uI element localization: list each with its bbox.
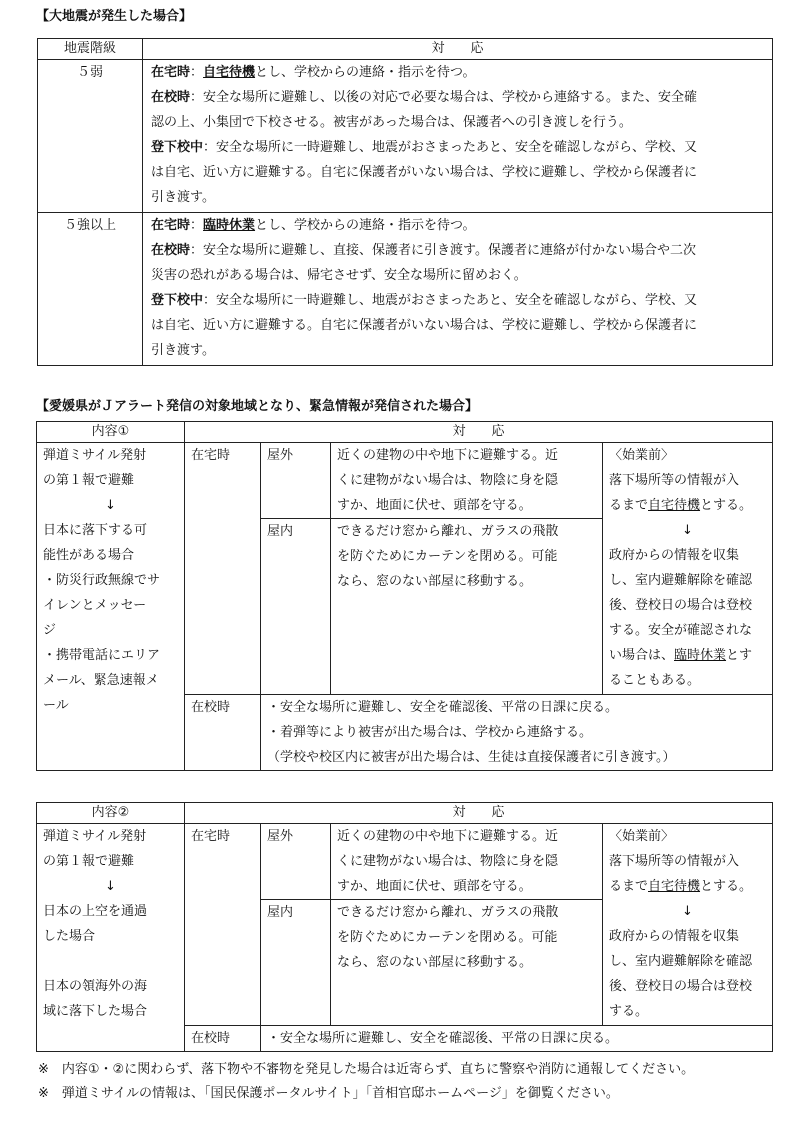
- response-line: くに建物がない場合は、物陰に身を隠: [337, 473, 559, 488]
- jalert-section-title: 【愛媛県がＪアラート発信の対象地域となり、緊急情報が発信された場合】: [36, 399, 479, 414]
- indoor-label: 屋内: [261, 900, 331, 1026]
- before-school-label: 〈始業前〉: [609, 448, 675, 463]
- content-line: 域に落下した場合: [43, 1004, 148, 1019]
- content-line: ジ: [43, 623, 57, 638]
- commute-line: 引き渡す。: [151, 190, 215, 205]
- content-line: 弾道ミサイル発射: [43, 829, 147, 844]
- content-line: 日本の領海外の海: [43, 979, 148, 994]
- commute-line: ：安全な場所に一時避難し、地震がおさまったあと、安全を確認しながら、学校、又: [203, 293, 698, 308]
- content-line: した場合: [43, 929, 96, 944]
- header-response: 対 応: [143, 39, 773, 60]
- response-line: なら、窓のない部屋に移動する。: [337, 574, 533, 589]
- school-label: 在校時: [151, 90, 191, 105]
- content-line: ール: [43, 698, 69, 713]
- header-response: 対 応: [185, 422, 773, 443]
- temporary-closure-text: 臨時休業: [674, 648, 727, 663]
- response-text: とする。: [700, 498, 753, 513]
- response-line: できるだけ窓から離れ、ガラスの飛散: [337, 524, 559, 539]
- response-line: 落下場所等の情報が入: [609, 473, 740, 488]
- home-label: 在宅時: [185, 824, 261, 1026]
- indoor-response: [331, 900, 603, 1026]
- school-label: 在校時: [185, 695, 261, 771]
- response-line: なら、窓のない部屋に移動する。: [337, 955, 533, 970]
- response-line: し、室内避難解除を確認: [609, 954, 753, 969]
- commute-label: 登下校中: [151, 293, 204, 308]
- commute-line: は自宅、近い方に避難する。自宅に保護者がいない場合は、学校に避難し、学校から保護者に: [151, 318, 698, 333]
- response-line: くに建物がない場合は、物陰に身を隠: [337, 854, 559, 869]
- commute-line: ：安全な場所に一時避難し、地震がおさまったあと、安全を確認しながら、学校、又: [203, 140, 698, 155]
- content-line: イレンとメッセー: [43, 598, 147, 613]
- response-line: 政府からの情報を収集: [609, 929, 740, 944]
- response-line: 落下場所等の情報が入: [609, 854, 740, 869]
- response-line: 後、登校日の場合は登校: [609, 598, 753, 613]
- indoor-response: [331, 519, 603, 695]
- level-cell: ５弱: [38, 60, 143, 213]
- earthquake-header-row: [38, 39, 773, 60]
- before-school-cell: [603, 443, 773, 695]
- response-line: 後、登校日の場合は登校: [609, 979, 753, 994]
- response-line: ・着弾等により被害が出た場合は、学校から連絡する。: [267, 725, 593, 740]
- school-line: 認の上、小集団で下校させる。被害があった場合は、保護者への引き渡しを行う。: [151, 115, 632, 130]
- outdoor-label: 屋外: [261, 824, 331, 900]
- home-label: 在宅時: [151, 65, 191, 80]
- response-cell: 在宅時：臨時休業とし、学校からの連絡・指示を待つ。 在校時：安全な場所に避難し、直接、保護者に引き渡す。保護者に連絡が付かない場合や二次 災害の恐れがある場合は、帰宅させず、安全な場所に留めおく。 登下校中：安全な場所に一時避難し、地震がおさまったあと、安全を確認しながら、学校、又 は自宅、近い方に避難する。自宅に保護者がいない場合は、学校に避難し、学校から保護者に 引き渡す。: [143, 213, 773, 366]
- notes: [38, 1058, 694, 1106]
- school-response: ・安全な場所に避難し、安全を確認後、平常の日課に戻る。: [261, 1026, 773, 1052]
- down-arrow-icon: ↓: [105, 879, 116, 894]
- response-line: を防ぐためにカーテンを閉める。可能: [337, 930, 558, 945]
- school-label: 在校時: [151, 243, 191, 258]
- home-label: 在宅時: [185, 443, 261, 695]
- content-line: 能性がある場合: [43, 548, 135, 563]
- response-text: とす: [726, 648, 753, 663]
- table-row: [37, 824, 773, 900]
- content-line: メール、緊急速報メ: [43, 673, 159, 688]
- home-text: とし、学校からの連絡・指示を待つ。: [255, 65, 476, 80]
- level-cell: ５強以上: [38, 213, 143, 366]
- down-arrow-icon: ↓: [682, 523, 693, 538]
- response-text: い場合は、: [609, 648, 675, 663]
- content-cell: [37, 824, 185, 1052]
- content-cell: [37, 443, 185, 771]
- before-school-label: 〈始業前〉: [609, 829, 675, 844]
- response-cell: 在宅時：自宅待機とし、学校からの連絡・指示を待つ。 在校時：安全な場所に避難し、以後の対応で必要な場合は、学校から連絡する。また、安全確 認の上、小集団で下校させる。被害があった場合は、保護者への引き渡しを行う。 登下校中：安全な場所に一時避難し、地震がおさまったあと、安全を確認しながら、学校、又 は自宅、近い方に避難する。自宅に保護者がいない場合は、学校に避難し、学校から保護者に 引き渡す。: [143, 60, 773, 213]
- content-line: 弾道ミサイル発射: [43, 448, 147, 463]
- response-line: すか、地面に伏せ、頭部を守る。: [337, 498, 532, 513]
- table-row: [37, 443, 773, 519]
- commute-line: は自宅、近い方に避難する。自宅に保護者がいない場合は、学校に避難し、学校から保護者に: [151, 165, 698, 180]
- jalert-table-2: [36, 802, 773, 1052]
- commute-label: 登下校中: [151, 140, 204, 155]
- content-line: ・携帯電話にエリア: [43, 648, 161, 663]
- header-level: 地震階級: [38, 39, 143, 60]
- response-line: する。安全が確認されな: [609, 623, 753, 638]
- earthquake-section-title: 【大地震が発生した場合】: [36, 9, 193, 24]
- outdoor-label: 屋外: [261, 443, 331, 519]
- school-line: ：安全な場所に避難し、以後の対応で必要な場合は、学校から連絡する。また、安全確: [190, 90, 698, 105]
- response-line: 近くの建物の中や地下に避難する。近: [337, 829, 559, 844]
- response-line: すか、地面に伏せ、頭部を守る。: [337, 879, 532, 894]
- down-arrow-icon: ↓: [105, 498, 116, 513]
- earthquake-table: [37, 38, 773, 366]
- home-standby-text: 自宅待機: [648, 879, 701, 894]
- response-line: する。: [609, 1004, 649, 1019]
- response-line: できるだけ窓から離れ、ガラスの飛散: [337, 905, 559, 920]
- before-school-cell: [603, 824, 773, 1026]
- note-line: ※ 内容①・②に関わらず、落下物や不審物を発見した場合は近寄らず、直ちに警察や消防に通報してください。: [38, 1062, 695, 1077]
- home-label: 在宅時: [151, 218, 191, 233]
- school-label: 在校時: [185, 1026, 261, 1052]
- response-line: し、室内避難解除を確認: [609, 573, 753, 588]
- content-spacer: [43, 949, 178, 974]
- school-line: 災害の恐れがある場合は、帰宅させず、安全な場所に留めおく。: [151, 268, 527, 283]
- response-text: とする。: [700, 879, 753, 894]
- jalert-header-row: [37, 422, 773, 443]
- table-row: [38, 213, 773, 366]
- header-content: 内容①: [37, 422, 185, 443]
- home-standby-text: 自宅待機: [648, 498, 701, 513]
- note-line: ※ 弾道ミサイルの情報は、「国民保護ポータルサイト」「首相官邸ホームページ」を御覧ください。: [38, 1086, 619, 1101]
- header-response: 対 応: [185, 803, 773, 824]
- response-line: ・安全な場所に避難し、安全を確認後、平常の日課に戻る。: [267, 700, 619, 715]
- commute-line: 引き渡す。: [151, 343, 215, 358]
- header-content: 内容②: [37, 803, 185, 824]
- jalert-header-row: [37, 803, 773, 824]
- content-line: 日本の上空を通過: [43, 904, 148, 919]
- home-text: とし、学校からの連絡・指示を待つ。: [255, 218, 476, 233]
- school-line: ：安全な場所に避難し、直接、保護者に引き渡す。保護者に連絡が付かない場合や二次: [190, 243, 696, 258]
- response-line: 政府からの情報を収集: [609, 548, 740, 563]
- response-line: を防ぐためにカーテンを閉める。可能: [337, 549, 558, 564]
- response-line: 近くの建物の中や地下に避難する。近: [337, 448, 559, 463]
- down-arrow-icon: ↓: [682, 904, 693, 919]
- home-status: 臨時休業: [203, 218, 256, 233]
- outdoor-response: [331, 824, 603, 900]
- content-line: 日本に落下する可: [43, 523, 148, 538]
- response-text: るまで: [609, 498, 649, 513]
- content-line: の第１報で避難: [43, 473, 135, 488]
- content-line: の第１報で避難: [43, 854, 135, 869]
- outdoor-response: [331, 443, 603, 519]
- jalert-table-1: [36, 421, 773, 771]
- response-text: るまで: [609, 879, 649, 894]
- content-line: ・防災行政無線でサ: [43, 573, 161, 588]
- school-response: [261, 695, 773, 771]
- response-line: ることもある。: [609, 673, 701, 688]
- table-row: [38, 60, 773, 213]
- response-line: （学校や校区内に被害が出た場合は、生徒は直接保護者に引き渡す。）: [267, 750, 676, 765]
- home-status: 自宅待機: [203, 65, 256, 80]
- indoor-label: 屋内: [261, 519, 331, 695]
